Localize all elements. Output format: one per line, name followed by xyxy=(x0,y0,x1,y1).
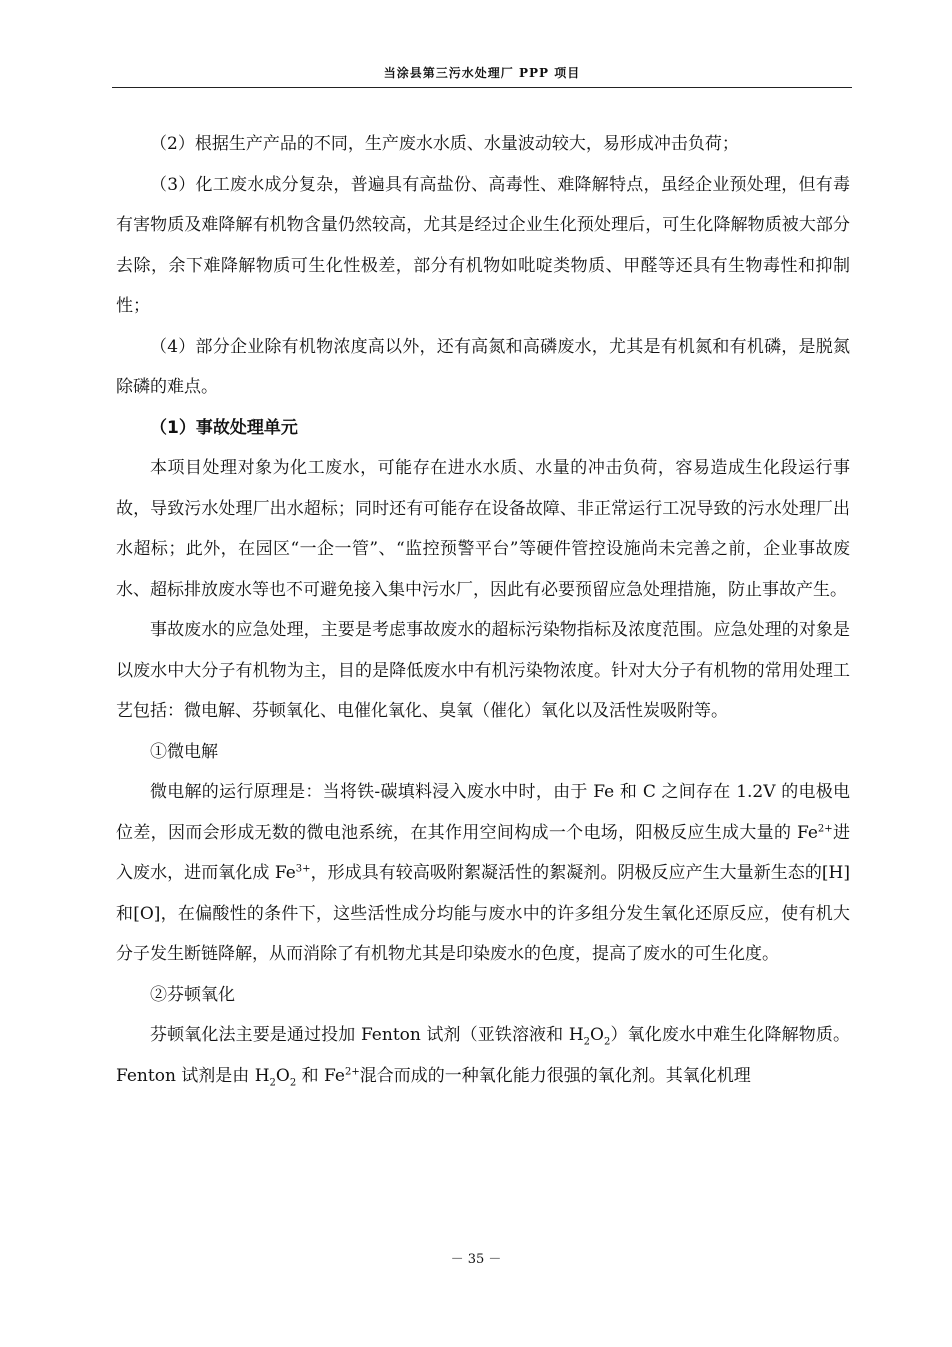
superscript: 2+ xyxy=(817,822,833,834)
text-run: 和 Fe xyxy=(296,1065,345,1086)
paragraph-accident-intro: 本项目处理对象为化工废水，可能存在进水水质、水量的冲击负荷，容易造成生化段运行事故，导致污水处理厂出水超标；同时还有可能存在设备故障、非正常运行工况导致的污水处理厂出水超标；此外，在园区“一企一管”、“监控预警平台”等硬件管控设施尚未完善之前，企业事故废水、超标排放废水等也不可避免接入集中污水厂，因此有必要预留应急处理措施，防止事故产生。 xyxy=(116,458,850,600)
subscript: 2 xyxy=(603,1036,611,1048)
paragraph-emergency-treatment: 事故废水的应急处理，主要是考虑事故废水的超标污染物指标及浓度范围。应急处理的对象是以废水中大分子有机物为主，目的是降低废水中有机污染物浓度。针对大分子有机物的常用处理工艺包括：微电解、芬顿氧化、电催化氧化、臭氧（催化）氧化以及活性炭吸附等。 xyxy=(116,620,850,721)
page-header: 当涂县第三污水处理厂 PPP 项目 xyxy=(383,66,581,80)
page-number: － 35 － xyxy=(450,1252,502,1267)
text-run: O xyxy=(590,1025,604,1045)
paragraph-fenton-oxidation xyxy=(116,1015,850,1096)
paragraph-4: （4）部分企业除有机物浓度高以外，还有高氮和高磷废水，尤其是有机氮和有机磷，是脱氮除磷的难点。 xyxy=(116,336,850,397)
subscript: 2 xyxy=(583,1036,591,1048)
text-run: 混合而成的一种氧化能力很强的氧化剂。其氧化机理 xyxy=(359,1065,751,1086)
document-body xyxy=(116,124,850,1096)
text-run: ）氧化废水中难生化降解物质。Fenton 试剂是由 H xyxy=(116,1025,850,1086)
paragraph-micro-electrolysis xyxy=(116,772,850,975)
text-run: 微电解的运行原理是：当将铁-碳填料浸入废水中时，由于 Fe 和 C 之间存在 1.2V 的电极电位差，因而会形成无数的微电池系统，在其作用空间构成一个电场，阳极反应生成大量的 Fe xyxy=(116,782,850,843)
text-run: ，形成具有较高吸附絮凝活性的絮凝剂。阴极反应产生大量新生态的[H]和[O]，在偏酸性的条件下，这些活性成分均能与废水中的许多组分发生氧化还原反应，使有机大分子发生断链降解，从而消除了有机物尤其是印染废水的色度，提高了废水的可生化度。 xyxy=(116,863,850,964)
subscript: 2 xyxy=(289,1076,297,1088)
header-rule xyxy=(112,87,852,88)
text-run: 芬顿氧化法主要是通过投加 Fenton 试剂（亚铁溶液和 H xyxy=(150,1025,584,1045)
subheading-micro-electrolysis: ①微电解 xyxy=(150,741,218,762)
superscript: 3+ xyxy=(295,863,311,875)
section-heading-accident-unit: （1）事故处理单元 xyxy=(150,417,298,438)
paragraph-3: （3）化工废水成分复杂，普遍具有高盐份、高毒性、难降解特点，虽经企业预处理，但有毒有害物质及难降解有机物含量仍然较高，尤其是经过企业生化预处理后，可生化降解物质被大部分去除，余下难降解物质可生化性极差，部分有机物如吡啶类物质、甲醛等还具有生物毒性和抑制性； xyxy=(116,174,850,316)
subheading-fenton-oxidation: ②芬顿氧化 xyxy=(150,984,235,1005)
paragraph-2: （2）根据生产产品的不同，生产废水水质、水量波动较大，易形成冲击负荷； xyxy=(150,134,739,154)
text-run: O xyxy=(275,1065,290,1086)
superscript: 2+ xyxy=(344,1065,360,1077)
text-run: 进入废水，进而氧化成 Fe xyxy=(116,822,850,883)
subscript: 2 xyxy=(269,1076,276,1088)
